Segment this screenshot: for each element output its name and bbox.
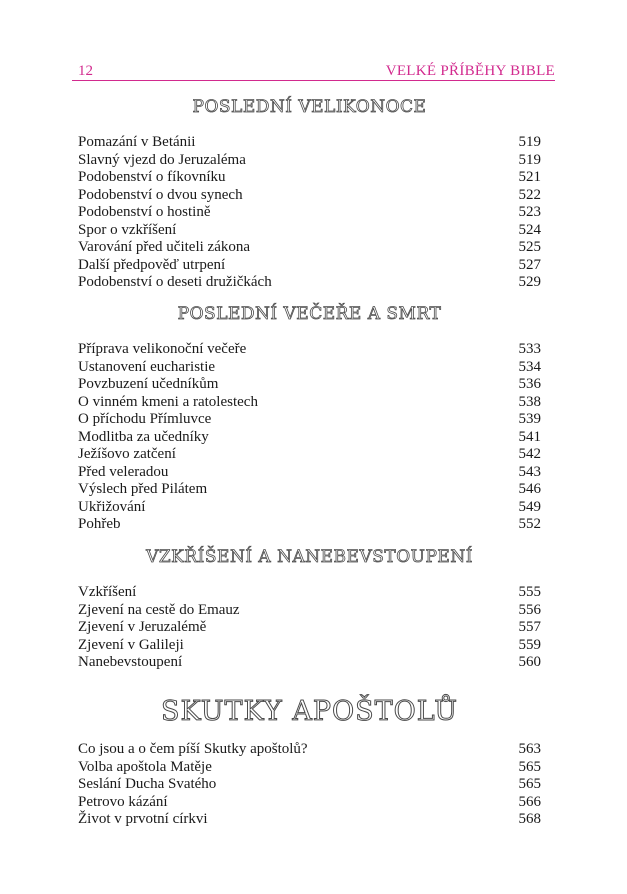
toc-entry — [78, 204, 541, 222]
toc-entry — [78, 152, 541, 170]
section-title: POSLEDNÍ VEČEŘE A SMRT — [177, 304, 442, 324]
toc-entry-title: Slavný vjezd do Jeruzaléma — [78, 151, 246, 168]
toc-entry-title: Život v prvotní církvi — [78, 811, 208, 827]
toc-entry-page: 543 — [518, 463, 541, 480]
toc-entry — [78, 394, 541, 412]
toc-entry-page: 529 — [518, 274, 541, 290]
toc-list — [78, 741, 541, 829]
toc-entry — [78, 602, 541, 620]
toc-entry-page: 519 — [518, 151, 541, 168]
toc-entry-page: 549 — [518, 498, 541, 515]
toc-entry — [78, 376, 541, 394]
toc-entry-title: Podobenství o hostině — [78, 204, 211, 220]
toc-entry-page: 533 — [518, 341, 541, 357]
toc-entry — [78, 637, 541, 655]
section-skutky-apostolu — [78, 693, 541, 829]
toc-entry — [78, 619, 541, 637]
toc-entry — [78, 654, 541, 672]
toc-entry-page: 522 — [518, 186, 541, 203]
toc-entry-page: 542 — [518, 446, 541, 462]
toc-entry-page: 541 — [518, 428, 541, 445]
toc-entry-page: 521 — [518, 169, 541, 185]
toc-entry-title: Modlitba za učedníky — [78, 428, 209, 445]
toc-entry-page: 519 — [518, 134, 541, 150]
toc-entry-title: Podobenství o fíkovníku — [78, 169, 226, 185]
section-title: VZKŘÍŠENÍ A NANEBEVSTOUPENÍ — [146, 547, 473, 567]
toc-entry-title: Ustanovení eucharistie — [78, 358, 216, 375]
toc-entry-title: Další předpověď utrpení — [78, 256, 226, 273]
toc-entry-page: 536 — [518, 376, 541, 392]
toc-entry — [78, 794, 541, 812]
toc-entry-page: 559 — [518, 636, 541, 653]
toc-entry — [78, 169, 541, 187]
book-title: VELKÉ PŘÍBĚHY BIBLE — [385, 63, 555, 79]
toc-entry-page: 555 — [518, 584, 541, 600]
section-title: POSLEDNÍ VELIKONOCE — [192, 97, 427, 117]
section-title: SKUTKY APOŠTOLŮ — [161, 696, 458, 727]
toc-entry — [78, 411, 541, 429]
toc-entry-title: Spor o vzkříšení — [78, 221, 177, 238]
toc-entry-page: 566 — [518, 793, 541, 810]
toc-entry — [78, 464, 541, 482]
toc-entry-title: Co jsou a o čem píší Skutky apoštolů? — [78, 741, 308, 757]
section-posledni-vecere-a-smrt — [78, 301, 541, 534]
header-rule — [72, 80, 555, 81]
toc-entry — [78, 239, 541, 257]
toc-entry-page: 568 — [518, 811, 541, 827]
toc-entry — [78, 776, 541, 794]
toc-entry — [78, 222, 541, 240]
toc-entry — [78, 741, 541, 759]
running-header — [78, 58, 555, 80]
toc-entry-page: 524 — [518, 221, 541, 238]
toc-entry-title: Příprava velikonoční večeře — [78, 341, 247, 357]
toc-entry-title: Zjevení v Jeruzalémě — [78, 619, 207, 635]
toc-entry — [78, 584, 541, 602]
toc-entry-title: Pomazání v Betánii — [78, 134, 196, 150]
toc-entry-title: Varování před učiteli zákona — [78, 239, 251, 255]
toc-entry — [78, 341, 541, 359]
toc-entry-title: Před veleradou — [78, 463, 169, 480]
toc-entry — [78, 446, 541, 464]
toc-entry-title: Zjevení na cestě do Emauz — [78, 601, 240, 618]
page-number: 12 — [78, 63, 93, 79]
toc-entry — [78, 274, 541, 292]
toc-entry-page: 560 — [518, 654, 541, 670]
toc-entry-page: 565 — [518, 758, 541, 775]
toc-entry-page: 527 — [518, 256, 541, 273]
toc-entry-page: 565 — [518, 776, 541, 792]
toc-entry — [78, 134, 541, 152]
toc-entry — [78, 811, 541, 829]
toc-entry — [78, 257, 541, 275]
toc-entry — [78, 359, 541, 377]
toc-entry-page: 539 — [518, 411, 541, 427]
toc-entry-page: 534 — [518, 358, 541, 375]
toc-entry-page: 546 — [518, 481, 541, 497]
toc-entry-page: 523 — [518, 204, 541, 220]
toc-entry-title: Podobenství o deseti družičkách — [78, 274, 272, 290]
toc-entry-title: Vzkříšení — [78, 584, 137, 600]
toc-list — [78, 134, 541, 292]
toc-entry-page: 563 — [518, 741, 541, 757]
toc-entry-title: Výslech před Pilátem — [78, 481, 208, 497]
toc-entry-title: Petrovo kázání — [78, 793, 168, 810]
toc-entry — [78, 187, 541, 205]
toc-list — [78, 584, 541, 672]
toc-entry-title: Zjevení v Galileji — [78, 636, 184, 653]
toc-entry-title: Ukřižování — [78, 498, 146, 515]
toc-entry-title: Povzbuzení učedníkům — [78, 376, 219, 392]
toc-entry-title: Volba apoštola Matěje — [78, 758, 212, 775]
toc-entry-title: O vinném kmeni a ratolestech — [78, 393, 258, 410]
toc-entry — [78, 759, 541, 777]
toc-entry-title: Pohřeb — [78, 516, 121, 532]
toc-entry-title: Nanebevstoupení — [78, 654, 183, 670]
toc-entry-page: 552 — [518, 516, 541, 532]
toc-entry-title: Seslání Ducha Svatého — [78, 776, 217, 792]
toc-entry-page: 525 — [518, 239, 541, 255]
section-posledni-velikonoce — [78, 94, 541, 292]
toc-entry — [78, 516, 541, 534]
toc-entry-page: 556 — [518, 601, 541, 618]
toc-list — [78, 341, 541, 534]
toc-entry — [78, 499, 541, 517]
section-vzkriseni-a-nanebevstoupeni — [78, 544, 541, 672]
toc-entry-title: O příchodu Přímluvce — [78, 411, 212, 427]
toc-entry-title: Podobenství o dvou synech — [78, 186, 243, 203]
toc-entry — [78, 481, 541, 499]
toc-entry-title: Ježíšovo zatčení — [78, 446, 176, 462]
toc-entry — [78, 429, 541, 447]
toc-entry-page: 557 — [518, 619, 541, 635]
toc-entry-page: 538 — [518, 393, 541, 410]
